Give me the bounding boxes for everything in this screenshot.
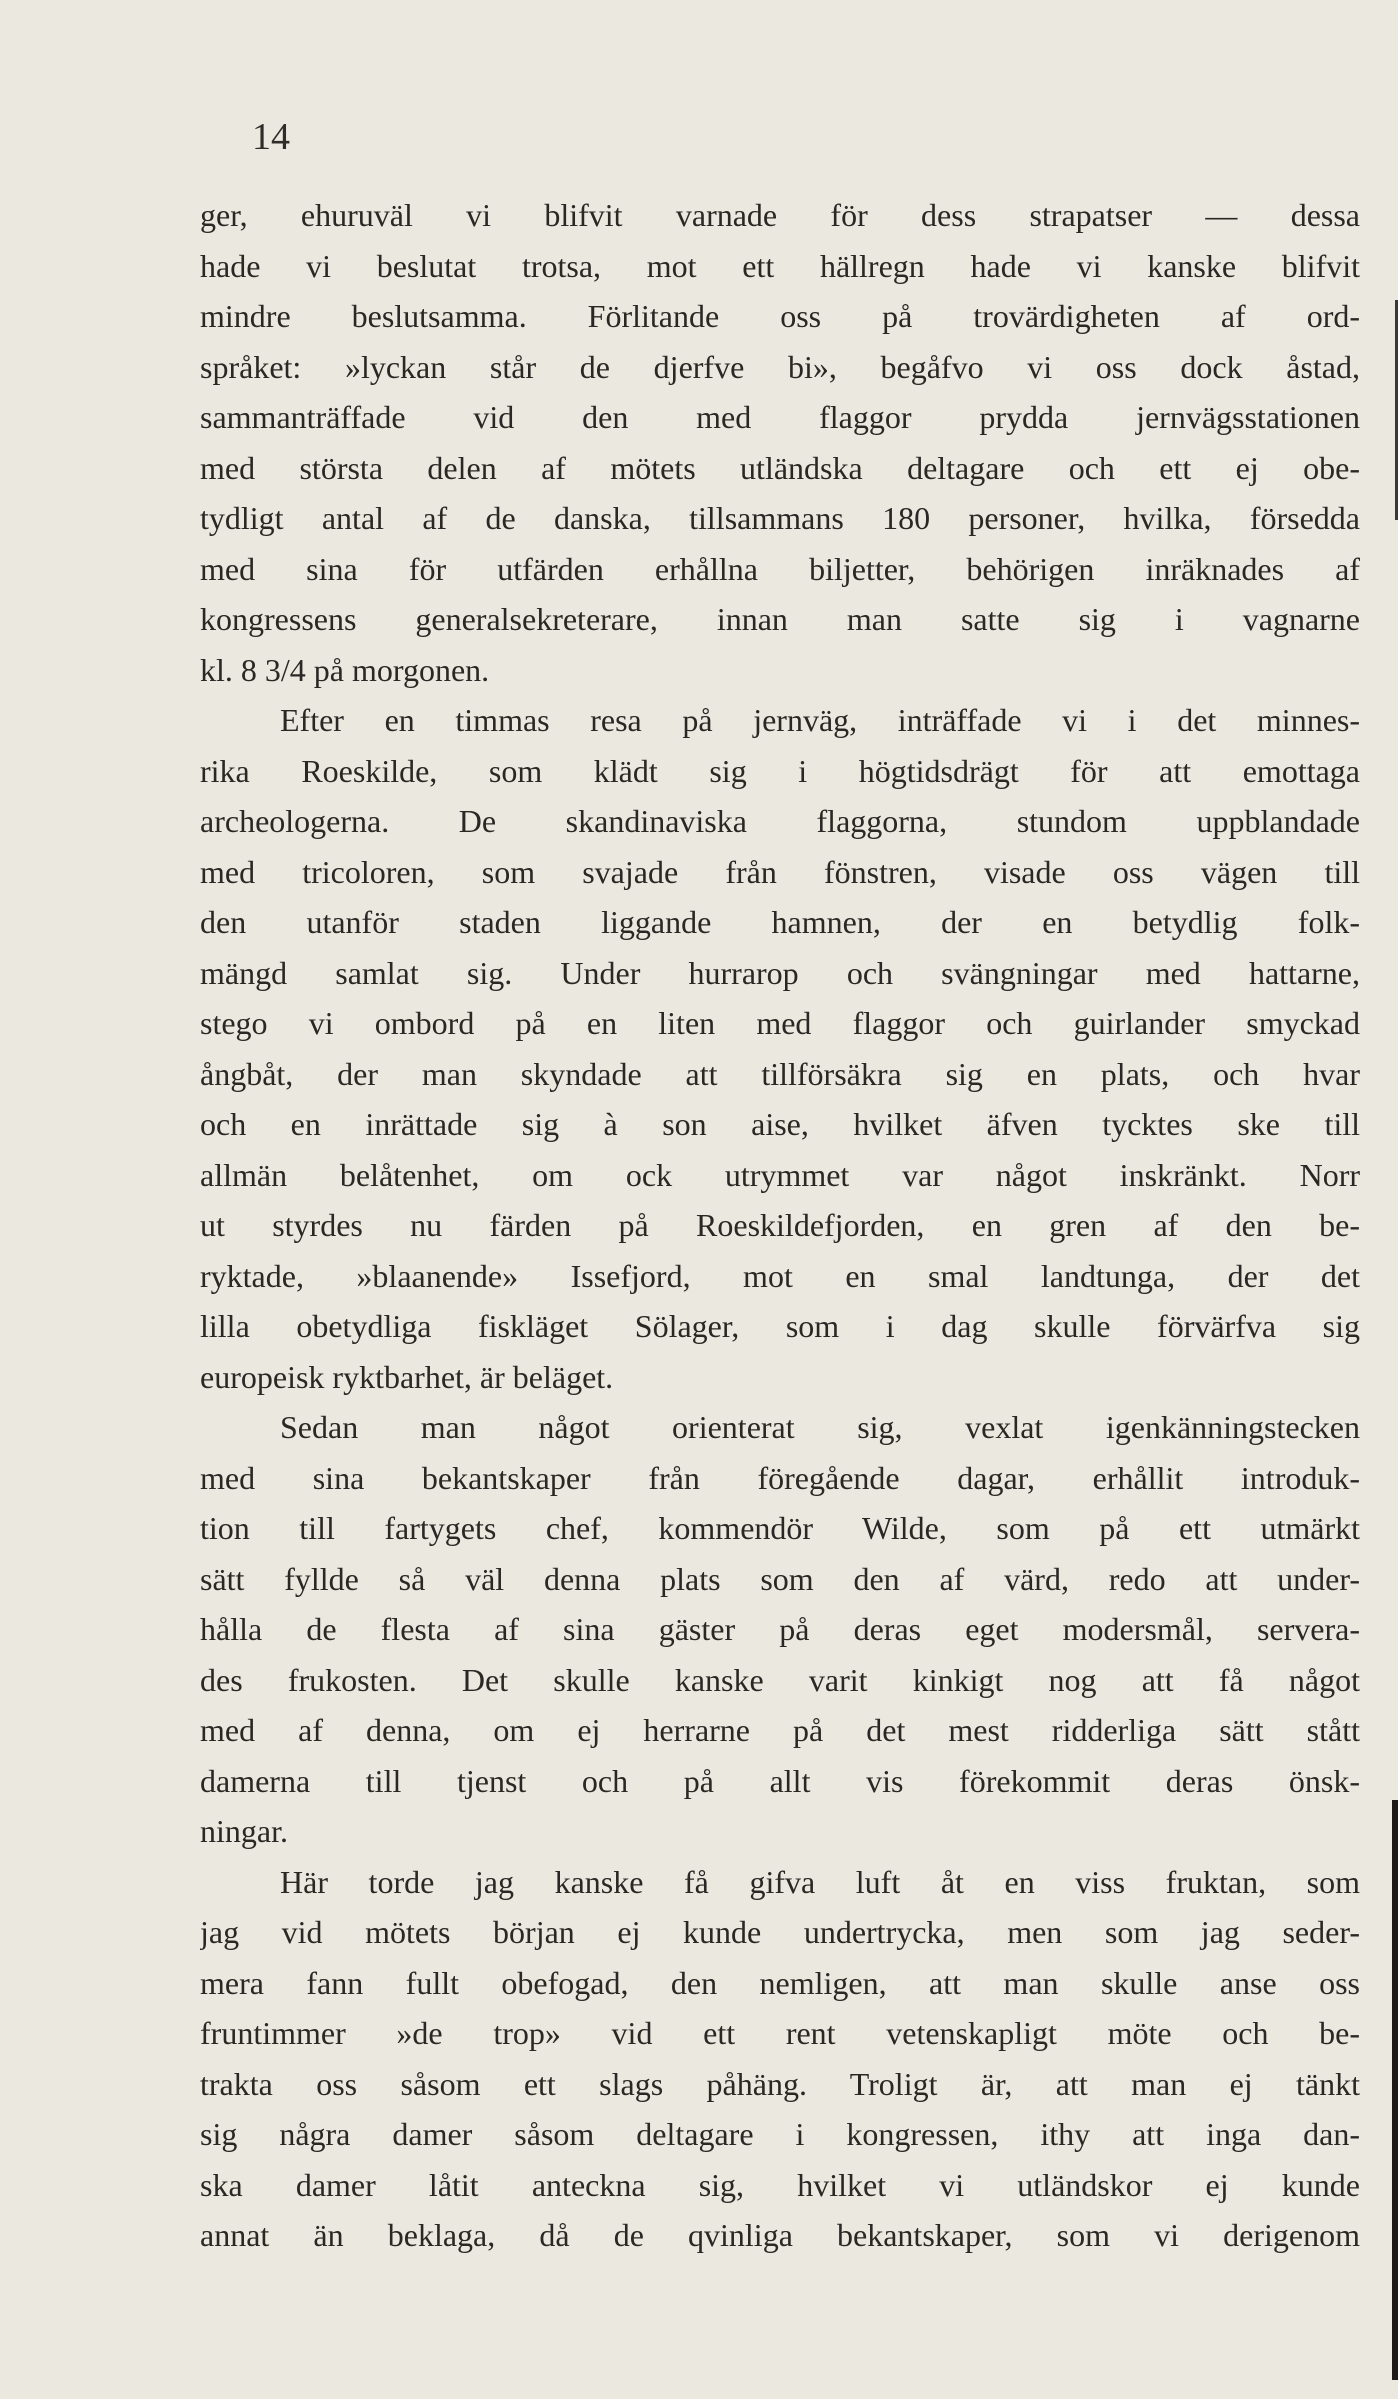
text-line: rika Roeskilde, som klädt sig i högtidsdrägt för att emottaga <box>200 752 1360 789</box>
text-line: och en inrättade sig à son aise, hvilket äfven tycktes ske till <box>200 1106 1360 1142</box>
text-line: sig några damer såsom deltagare i kongressen, ithy att inga dan- <box>200 2116 1360 2152</box>
text-line: med af denna, om ej herrarne på det mest ridderliga sätt stått <box>200 1712 1360 1748</box>
text-line: ger, ehuruväl vi blifvit varnade för dess strapatser — dessa <box>200 197 1360 233</box>
body-text <box>200 190 1360 2261</box>
text-line: kl. 8 3/4 på morgonen. <box>200 651 490 688</box>
text-line: språket: »lyckan står de djerfve bi», begåfvo vi oss dock åstad, <box>200 348 1360 385</box>
text-line: europeisk ryktbarhet, är beläget. <box>200 1358 614 1395</box>
text-line: allmän belåtenhet, om ock utrymmet var något inskränkt. Norr <box>200 1156 1360 1193</box>
text-line: med största delen af mötets utländska deltagare och ett ej obe- <box>200 449 1360 486</box>
text-line: ryktade, »blaanende» Issefjord, mot en smal landtunga, der det <box>200 1257 1360 1294</box>
text-line: sammanträffade vid den med flaggor prydda jernvägsstationen <box>200 399 1360 435</box>
text-line: damerna till tjenst och på allt vis förekommit deras önsk- <box>200 1762 1360 1799</box>
text-line: den utanför staden liggande hamnen, der en betydlig folk- <box>200 904 1360 940</box>
text-line: med sina för utfärden erhållna biljetter, behörigen inräknades af <box>200 550 1360 587</box>
text-line: ångbåt, der man skyndade att tillförsäkra sig en plats, och hvar <box>200 1055 1360 1092</box>
text-line: ut styrdes nu färden på Roeskildefjorden, en gren af den be- <box>200 1207 1360 1243</box>
text-line: mera fann fullt obefogad, den nemligen, att man skulle anse oss <box>200 1964 1360 2001</box>
text-line: annat än beklaga, då de qvinliga bekantskaper, som vi derigenom <box>200 2217 1360 2253</box>
text-line: tydligt antal af de danska, tillsammans 180 personer, hvilka, försedda <box>200 500 1360 536</box>
text-line: fruntimmer »de trop» vid ett rent vetenskapligt möte och be- <box>200 2015 1360 2051</box>
text-line: lilla obetydliga fiskläget Sölager, som i dag skulle förvärfva sig <box>200 1308 1360 1344</box>
text-line: kongressens generalsekreterare, innan man satte sig i vagnarne <box>200 601 1360 637</box>
page-edge-shadow <box>1392 1800 1398 2380</box>
text-line: med sina bekantskaper från föregående dagar, erhållit introduk- <box>200 1459 1360 1496</box>
text-line: tion till fartygets chef, kommendör Wilde, som på ett utmärkt <box>200 1510 1360 1546</box>
text-line: Här torde jag kanske få gifva luft åt en viss fruktan, som <box>280 1863 1360 1900</box>
text-line: Sedan man något orienterat sig, vexlat igenkänningstecken <box>280 1409 1360 1445</box>
text-line: archeologerna. De skandinaviska flaggorna, stundom uppblandade <box>200 803 1360 839</box>
page-number: 14 <box>252 116 290 158</box>
text-line: Efter en timmas resa på jernväg, inträffade vi i det minnes- <box>280 702 1360 738</box>
text-line: des frukosten. Det skulle kanske varit kinkigt nog att få något <box>200 1661 1360 1698</box>
text-line: hade vi beslutat trotsa, mot ett hällregn hade vi kanske blifvit <box>200 247 1360 284</box>
text-line: mängd samlat sig. Under hurrarop och svängningar med hattarne, <box>200 954 1360 991</box>
text-line: ningar. <box>200 1813 288 1849</box>
text-line: sätt fyllde så väl denna plats som den af värd, redo att under- <box>200 1560 1360 1597</box>
text-line: ska damer låtit anteckna sig, hvilket vi utländskor ej kunde <box>200 2166 1360 2203</box>
text-line: stego vi ombord på en liten med flaggor och guirlander smyckad <box>200 1005 1360 1041</box>
text-line: mindre beslutsamma. Förlitande oss på trovärdigheten af ord- <box>200 298 1360 334</box>
text-line: hålla de flesta af sina gäster på deras eget modersmål, servera- <box>200 1611 1360 1647</box>
text-line: trakta oss såsom ett slags påhäng. Troligt är, att man ej tänkt <box>200 2065 1360 2102</box>
text-line: jag vid mötets början ej kunde undertrycka, men som jag seder- <box>200 1914 1360 1950</box>
text-line: med tricoloren, som svajade från fönstren, visade oss vägen till <box>200 853 1360 890</box>
